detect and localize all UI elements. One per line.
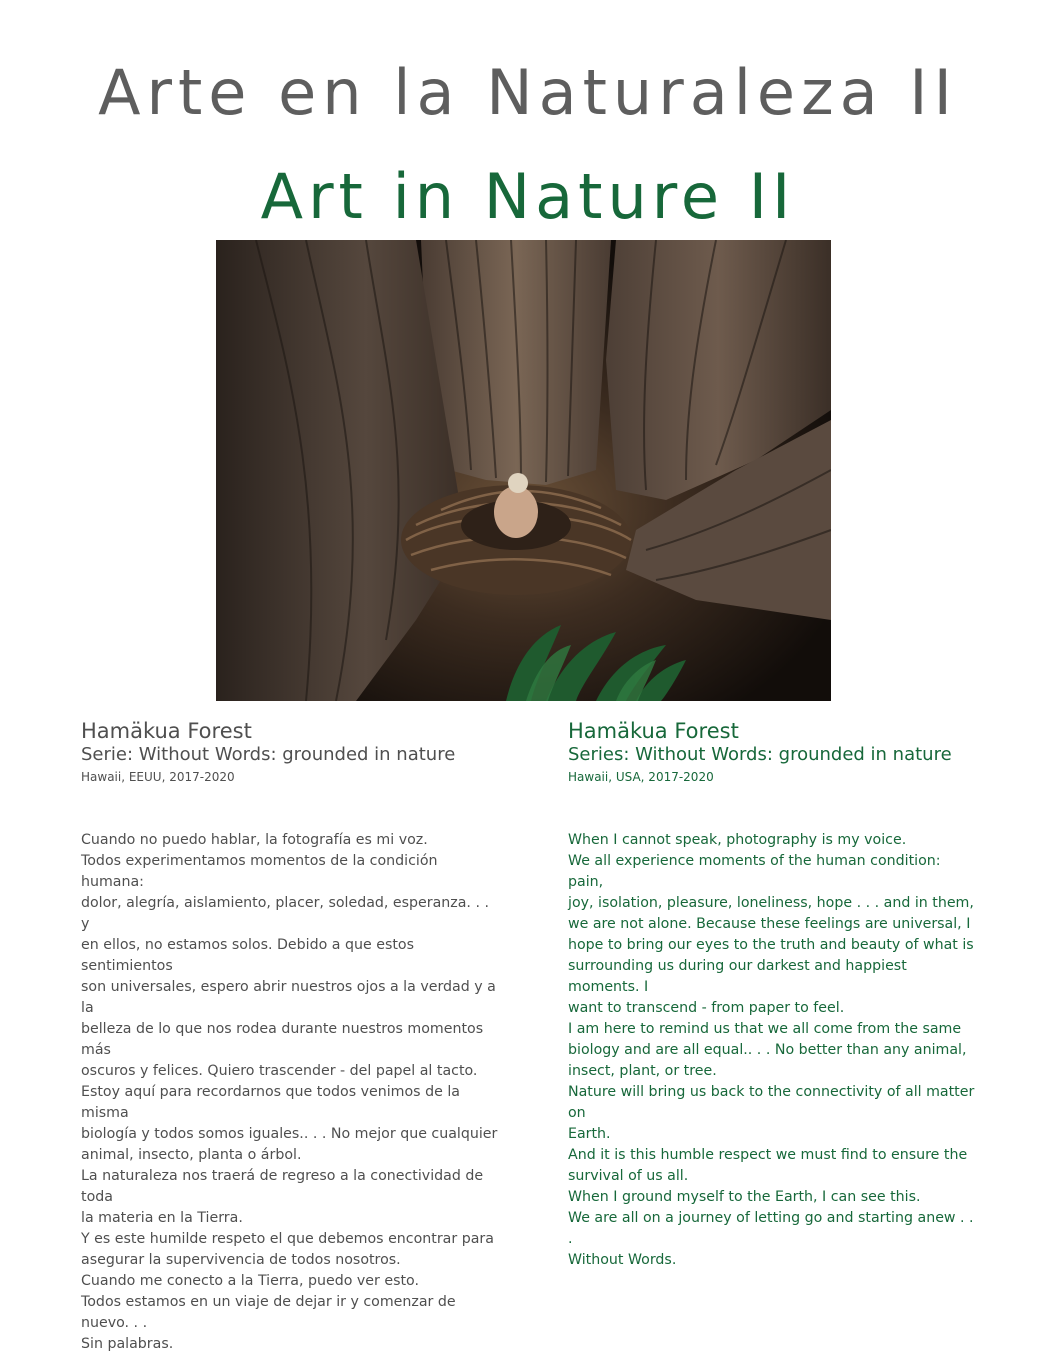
statement-line: Todos experimentamos momentos de la condición humana: — [81, 853, 438, 890]
statement-line: La naturaleza nos traerá de regreso a la conectividad de toda — [81, 1168, 484, 1205]
statement-line: la materia en la Tierra. — [81, 1210, 243, 1226]
statement-line: We are all on a journey of letting go and starting anew . . . — [568, 1210, 974, 1247]
statement-line: Cuando me conecto a la Tierra, puedo ver esto. — [81, 1273, 419, 1289]
page-title-english: Art in Nature II — [260, 160, 796, 233]
statement-line: Estoy aquí para recordarnos que todos venimos de la misma — [81, 1084, 460, 1121]
statement-line: dolor, alegría, aislamiento, placer, soledad, esperanza. . . y — [81, 895, 489, 932]
statement-line: surrounding us during our darkest and happiest moments. I — [568, 958, 907, 995]
statement-line: Y es este humilde respeto el que debemos encontrar para — [81, 1231, 494, 1247]
english-column — [568, 718, 978, 1271]
series-title: Series: Without Words: grounded in nature — [568, 744, 952, 765]
statement-line: Cuando no puedo hablar, la fotografía es mi voz. — [81, 832, 428, 848]
statement-line: en ellos, no estamos solos. Debido a que estos sentimientos — [81, 937, 414, 974]
statement-line: asegurar la supervivencia de todos nosotros. — [81, 1252, 401, 1268]
statement-line: we are not alone. Because these feelings are universal, I — [568, 916, 971, 932]
statement-line: oscuros y felices. Quiero trascender - del papel al tacto. — [81, 1063, 478, 1079]
statement-line: We all experience moments of the human condition: pain, — [568, 853, 941, 890]
statement-line: hope to bring our eyes to the truth and beauty of what is — [568, 937, 974, 953]
place-date: Hawaii, EEUU, 2017-2020 — [81, 770, 235, 784]
location-title: Hamäkua Forest — [568, 719, 739, 743]
location-title: Hamäkua Forest — [81, 719, 252, 743]
spanish-column — [81, 718, 501, 1355]
statement-line: When I cannot speak, photography is my voice. — [568, 832, 907, 848]
forest-photo-illustration — [216, 240, 831, 701]
statement-line: survival of us all. — [568, 1168, 689, 1184]
statement-line: joy, isolation, pleasure, loneliness, hope . . . and in them, — [568, 895, 974, 911]
statement-line: When I ground myself to the Earth, I can see this. — [568, 1189, 921, 1205]
statement-line: Sin palabras. — [81, 1336, 174, 1352]
statement-line: insect, plant, or tree. — [568, 1063, 717, 1079]
statement-line: And it is this humble respect we must find to ensure the — [568, 1147, 968, 1163]
statement-body — [568, 830, 978, 1271]
statement-line: animal, insecto, planta o árbol. — [81, 1147, 302, 1163]
forest-photo — [216, 240, 831, 701]
place-date: Hawaii, USA, 2017-2020 — [568, 770, 714, 784]
statement-line: belleza de lo que nos rodea durante nuestros momentos más — [81, 1021, 484, 1058]
statement-line: want to transcend - from paper to feel. — [568, 1000, 845, 1016]
statement-line: Without Words. — [568, 1252, 677, 1268]
statement-line: Earth. — [568, 1126, 611, 1142]
statement-line: Todos estamos en un viaje de dejar ir y comenzar de nuevo. . . — [81, 1294, 456, 1331]
series-title: Serie: Without Words: grounded in nature — [81, 744, 456, 765]
statement-line: I am here to remind us that we all come from the same — [568, 1021, 962, 1037]
statement-line: son universales, espero abrir nuestros ojos a la verdad y a la — [81, 979, 496, 1016]
statement-line: biology and are all equal.. . . No better than any animal, — [568, 1042, 967, 1058]
statement-line: Nature will bring us back to the connectivity of all matter on — [568, 1084, 975, 1121]
statement-body — [81, 830, 501, 1355]
page-title-spanish: Arte en la Naturaleza II — [98, 56, 958, 129]
statement-line: biología y todos somos iguales.. . . No mejor que cualquier — [81, 1126, 498, 1142]
